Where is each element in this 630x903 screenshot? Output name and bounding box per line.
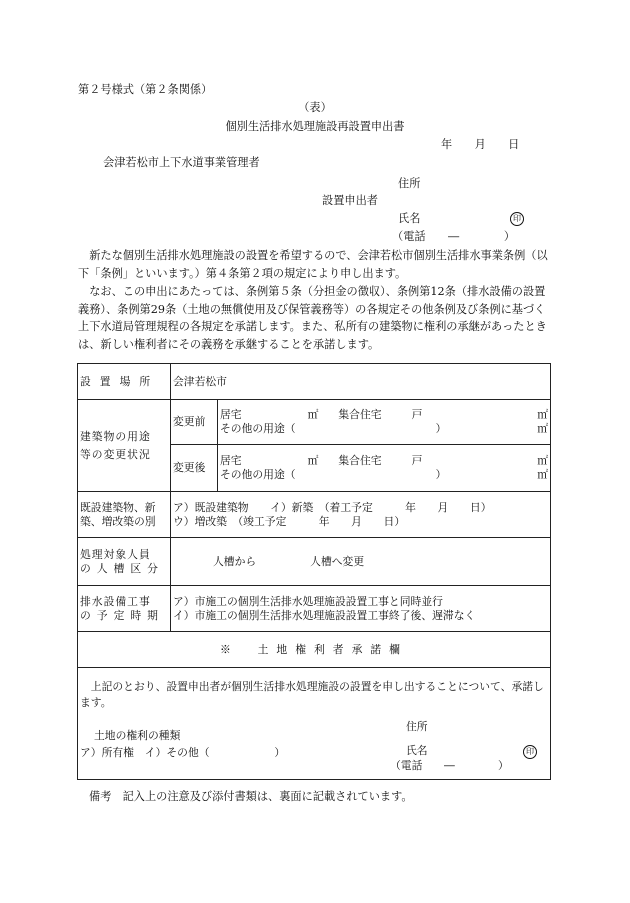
construction-label-line-1: 既設建築物、新 [80, 500, 156, 514]
unit-count: 戸 [411, 454, 423, 467]
construction-option-line-1: ア）既設建築物 イ）新築 （着工予定 年 月 日） [173, 500, 492, 514]
table-row [78, 668, 551, 780]
after-line-1 [220, 454, 548, 468]
consent-section [78, 668, 551, 780]
footnote: 備考 記入上の注意及び添付書類は、裏面に記載されています。 [89, 790, 413, 803]
land-right-options: ア）所有権 イ）その他（ ） [80, 746, 286, 759]
schedule-option-line-1: ア）市施工の個別生活排水処理施設設置工事と同時並行 [173, 594, 443, 608]
table-row [78, 538, 551, 586]
unit-m2: ㎡ [537, 454, 548, 467]
addressee: 会津若松市上下水道事業管理者 [103, 156, 260, 169]
schedule-label-line-2: の予定時期 [80, 608, 164, 622]
construction-label-line-2: 築、増改築の別 [80, 514, 156, 528]
applicant-name-label: 氏名 [398, 212, 421, 225]
date-field: 年 月 日 [441, 138, 520, 151]
table-row [78, 492, 551, 538]
before-line-1 [220, 408, 548, 422]
location-value: 会津若松市 [171, 364, 551, 400]
collective-label: 集合住宅 [338, 408, 382, 421]
usage-label-line-2: 等の変更状況 [80, 447, 151, 461]
construction-option-line-2: ウ）増改築 （竣工予定 年 月 日） [173, 514, 406, 528]
close-paren: ） [435, 468, 447, 481]
persons-label-line-2: の人槽区分 [80, 561, 164, 575]
applicant-address-label: 住所 [398, 177, 421, 190]
owner-phone: （電話 ― ） [390, 759, 509, 772]
unit-m2: ㎡ [537, 468, 548, 481]
unit-m2: ㎡ [307, 454, 319, 467]
table-row [78, 586, 551, 632]
unit-count: 戸 [411, 408, 423, 421]
construction-label [78, 492, 171, 538]
owner-address-label: 住所 [406, 720, 428, 733]
body-paragraph-1: 新たな個別生活排水処理施設の設置を希望するので、会津若松市個別生活排水事業条例（以下「条例」といいます。）第４条第２項の規定により申し出ます。 [78, 249, 548, 280]
schedule-label-line-1: 排水設備工事 [80, 594, 151, 608]
unit-m2: ㎡ [307, 408, 319, 421]
after-details [218, 445, 551, 492]
persons-label [78, 538, 171, 586]
consent-header: ※ 土地権利者承諾欄 [78, 632, 551, 668]
applicant-phone: （電話 ― ） [392, 230, 516, 243]
before-details [218, 400, 551, 445]
consent-text: 上記のとおり、設置申出者が個別生活排水処理施設の設置を申し出することについて、承諾します。 [80, 680, 544, 709]
usage-label-line-1: 建築物の用途 [80, 429, 151, 443]
application-form-table [77, 363, 551, 780]
document-title: 個別生活排水処理施設再設置申出書 [225, 120, 405, 133]
table-row [78, 400, 551, 445]
other-use-label: その他の用途（ [220, 422, 296, 435]
side-indicator: （表） [298, 101, 332, 114]
applicant-seal-mark: 印 [510, 211, 524, 226]
persons-value: 人槽から 人槽へ変更 [171, 538, 551, 586]
construction-options [171, 492, 551, 538]
owner-seal-mark: 印 [523, 744, 537, 759]
location-label: 設置場所 [78, 364, 171, 400]
form-number: 第２号様式（第２条関係） [78, 83, 213, 96]
body-paragraph-2: なお、この申出にあたっては、条例第５条（分担金の徴収）、条例第12条（排水設備の設置義務）、条例第29条（土地の無償使用及び保管義務等）の各規定その他条例及び条例に基づく上下水道局管理規程の各規定を承諾します。また、私所有の建築物に権利の承継があったときは、新しい権利者にその義務を承継することを承諾します。 [78, 285, 547, 351]
after-label: 変更後 [171, 445, 218, 492]
house-label: 居宅 [220, 454, 242, 467]
schedule-option-line-2: イ）市施工の個別生活排水処理施設設置工事終了後、遅滞なく [173, 608, 476, 622]
collective-label: 集合住宅 [338, 454, 382, 467]
owner-name-label: 氏名 [406, 744, 428, 757]
after-line-2 [220, 468, 548, 482]
applicant-role-label: 設置申出者 [322, 194, 378, 207]
house-label: 居宅 [220, 408, 242, 421]
usage-label [78, 400, 171, 492]
unit-m2: ㎡ [537, 408, 548, 421]
close-paren: ） [435, 422, 447, 435]
table-row [78, 364, 551, 400]
before-line-2 [220, 422, 548, 436]
before-label: 変更前 [171, 400, 218, 445]
other-use-label: その他の用途（ [220, 468, 296, 481]
schedule-label [78, 586, 171, 632]
unit-m2: ㎡ [537, 422, 548, 435]
table-row [78, 632, 551, 668]
schedule-options [171, 586, 551, 632]
land-right-label: 土地の権利の種類 [94, 729, 181, 742]
persons-label-line-1: 処理対象人員 [80, 547, 151, 561]
